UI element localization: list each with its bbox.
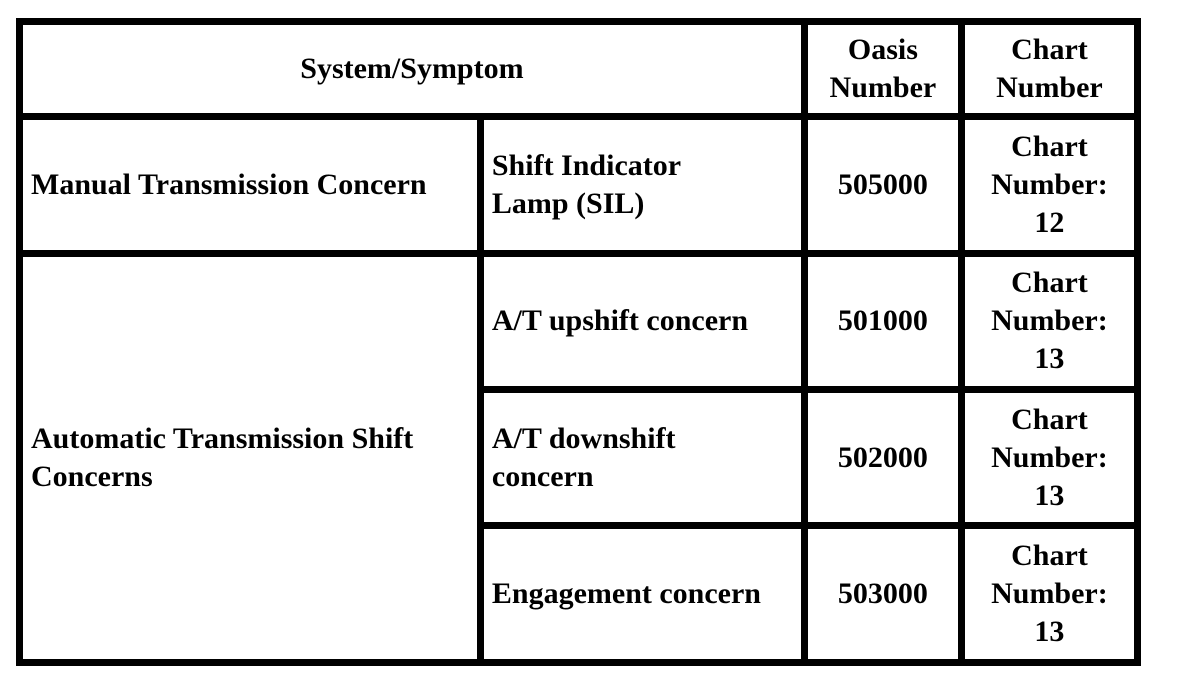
oasis-number-cell: 505000 [804,117,961,253]
table-row [20,117,1138,253]
oasis-number-cell: 503000 [804,526,961,663]
chart-number-cell: Chart Number: 12 [961,117,1137,253]
header-system-symptom: System/Symptom [20,22,805,117]
system-cell-manual: Manual Transmission Concern [20,117,481,253]
symptom-cell: A/T upshift concern [480,253,804,389]
table-row [20,253,1138,389]
chart-number-cell: Chart Number: 13 [961,526,1137,663]
chart-number-cell: Chart Number: 13 [961,390,1137,526]
oasis-number-cell: 502000 [804,390,961,526]
chart-number-cell: Chart Number: 13 [961,253,1137,389]
symptom-cell: Engagement concern [480,526,804,663]
header-oasis-number: Oasis Number [804,22,961,117]
symptom-cell: A/T downshift concern [480,390,804,526]
header-chart-number: Chart Number [961,22,1137,117]
oasis-number-cell: 501000 [804,253,961,389]
table-header-row [20,22,1138,117]
symptom-cell: Shift Indicator Lamp (SIL) [480,117,804,253]
symptom-chart-table [16,18,1141,666]
system-cell-automatic: Automatic Transmission Shift Concerns [20,253,481,662]
